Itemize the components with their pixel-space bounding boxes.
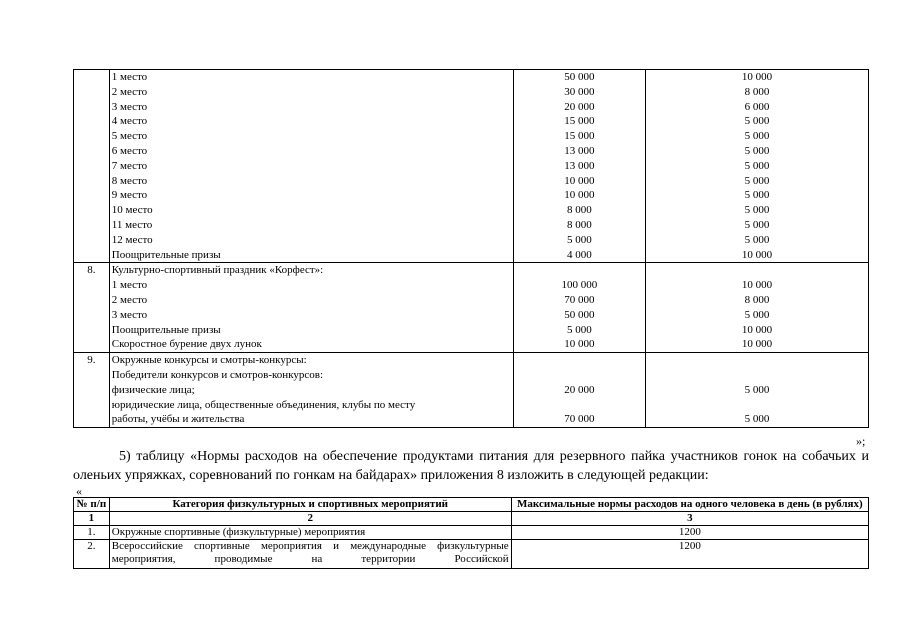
row-number: 1. [74, 526, 110, 540]
category-cell [109, 263, 513, 353]
amount-value: 13 000 [564, 144, 595, 157]
amount-value: 6 000 [744, 100, 770, 113]
category-line: 11 место [111, 218, 153, 231]
prize-table [73, 69, 869, 428]
category-line: Поощрительные призы [111, 323, 221, 336]
amount-cell [645, 70, 868, 263]
category-line: физические лица; [111, 383, 195, 396]
closing-quote: »; [856, 434, 866, 448]
amount-value: 100 000 [561, 279, 598, 292]
category-line: 10 место [111, 204, 153, 217]
category-line: Скоростное бурение двух лунок [111, 338, 262, 351]
amount-value: 5 000 [744, 383, 770, 396]
table-row [74, 353, 869, 428]
category-line: Победители конкурсов и смотров-конкурсов: [111, 368, 324, 381]
category-line: 3 место [111, 100, 148, 113]
amount-value [516, 353, 643, 368]
amount-value: 15 000 [564, 115, 595, 128]
category-line: 1 место [111, 279, 148, 292]
amount-value: 5 000 [744, 204, 770, 217]
category-line: 6 место [111, 144, 148, 157]
amount-value: 8 000 [566, 204, 592, 217]
category-line: Окружные конкурсы и смотры-конкурсы: [111, 354, 307, 367]
amount-value [648, 398, 866, 413]
header-norms: Максимальные нормы расходов на одного человека в день (в рублях) [511, 498, 868, 512]
category-line: 2 место [111, 85, 148, 98]
amount-value: 5 000 [744, 218, 770, 231]
amount-value [516, 263, 643, 278]
row-number: 2. [74, 540, 110, 569]
amount-value: 20 000 [564, 100, 595, 113]
amount-value [648, 353, 866, 368]
amount-cell [513, 70, 645, 263]
column-number: 1 [74, 512, 110, 526]
amount-value: 4 000 [566, 248, 592, 261]
norm-value: 1200 [511, 540, 868, 569]
norms-table [73, 497, 869, 569]
category-line: Поощрительные призы [111, 248, 221, 261]
amount-value: 20 000 [564, 383, 595, 396]
amount-value: 5 000 [566, 323, 592, 336]
table-row [74, 70, 869, 263]
category-line: 4 место [111, 115, 148, 128]
amount-value: 5 000 [744, 174, 770, 187]
category-line: 8 место [111, 174, 148, 187]
table-row [74, 263, 869, 353]
amount-value [516, 398, 643, 413]
norm-value: 1200 [511, 526, 868, 540]
amount-value: 8 000 [566, 218, 592, 231]
amount-value: 8 000 [744, 293, 770, 306]
column-number-row [74, 512, 869, 526]
amount-cell [645, 353, 868, 428]
category-line: работы, учёбы и жительства [111, 413, 245, 426]
header-category: Категория физкультурных и спортивных мероприятий [109, 498, 511, 512]
row-number: 8. [74, 263, 110, 353]
amount-value: 70 000 [564, 413, 595, 426]
amount-value: 5 000 [744, 130, 770, 143]
table-row [74, 526, 869, 540]
amount-value: 5 000 [744, 159, 770, 172]
column-number: 3 [511, 512, 868, 526]
category-cell: Окружные спортивные (физкультурные) мероприятия [109, 526, 511, 540]
amount-value: 10 000 [741, 71, 773, 83]
amount-cell [645, 263, 868, 353]
category-cell [109, 70, 513, 263]
amount-value: 5 000 [744, 189, 770, 202]
amount-value: 5 000 [744, 144, 770, 157]
amount-value [648, 263, 866, 278]
amount-value: 10 000 [741, 279, 773, 292]
column-number: 2 [109, 512, 511, 526]
amount-value: 10 000 [741, 248, 773, 261]
amount-value [516, 368, 643, 383]
amount-value: 50 000 [564, 308, 595, 321]
category-line: 3 место [111, 308, 148, 321]
amount-value: 5 000 [744, 413, 770, 426]
category-line: 1 место [111, 71, 148, 83]
amendment-paragraph [73, 447, 869, 485]
amount-value: 30 000 [564, 85, 595, 98]
amount-value: 50 000 [564, 71, 595, 83]
amount-value: 10 000 [741, 323, 773, 336]
amount-value: 10 000 [564, 174, 595, 187]
amount-value: 8 000 [744, 85, 770, 98]
category-line: 9 место [111, 189, 148, 202]
amount-value: 15 000 [564, 130, 595, 143]
amount-value [648, 368, 866, 383]
amount-value: 70 000 [564, 293, 595, 306]
amount-value: 10 000 [564, 189, 595, 202]
row-number: 9. [74, 353, 110, 428]
category-line: 5 место [111, 130, 148, 143]
row-number [74, 70, 110, 263]
amount-value: 5 000 [744, 233, 770, 246]
amount-value: 13 000 [564, 159, 595, 172]
amount-value: 10 000 [741, 338, 773, 351]
amount-value: 5 000 [744, 308, 770, 321]
header-number: № п/п [74, 498, 110, 512]
category-cell [109, 353, 513, 428]
amount-value: 5 000 [566, 233, 592, 246]
opening-quote: « [76, 484, 82, 498]
table-row [74, 540, 869, 569]
amount-value: 10 000 [564, 338, 595, 351]
category-line: 2 место [111, 293, 148, 306]
paragraph-text: 5) таблицу «Нормы расходов на обеспечение продуктами питания для резервного пайка участников гонок на собачьих и оленьих упряжках, соревнований по гонкам на байдарах» приложения 8 изложить в следующей редакции: [73, 449, 869, 483]
amount-cell [513, 263, 645, 353]
category-cell [109, 540, 511, 569]
category-text: Всероссийские спортивные мероприятия и международные физкультурные мероприятия, проводимые на территории Российской [111, 540, 509, 565]
category-line: Культурно-спортивный праздник «Корфест»: [111, 264, 324, 277]
category-line: 12 место [111, 233, 153, 246]
category-line: 7 место [111, 159, 148, 172]
amount-value: 5 000 [744, 115, 770, 128]
category-line: юридические лица, общественные объединения, клубы по месту [111, 398, 416, 411]
amount-cell [513, 353, 645, 428]
table-header-row [74, 498, 869, 512]
